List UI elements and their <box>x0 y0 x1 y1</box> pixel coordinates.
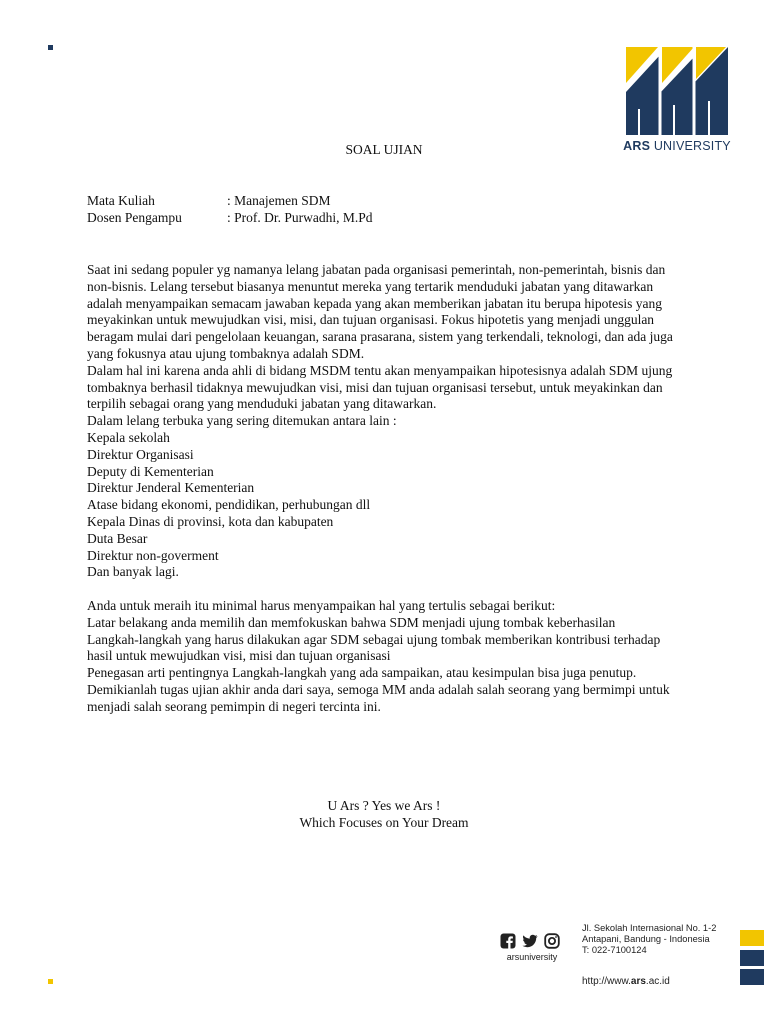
mata-kuliah-label: Mata Kuliah <box>87 193 155 208</box>
social-handle: arsuniversity <box>506 952 558 962</box>
phone-number: T: 022-7100124 <box>582 945 647 955</box>
requirement-item: Latar belakang anda memilih dan memfokuskan bahwa SDM menjadi ujung tombak keberhasilan <box>87 614 616 630</box>
closing-motto <box>0 797 768 831</box>
motto-line-1: U Ars ? Yes we Ars ! <box>327 798 441 813</box>
closing-paragraph: Demikianlah tugas ujian akhir anda dari saya, semoga MM anda adalah salah seorang yang bermimpi untuk menjadi salah seorang pemimpin di negeri tercinta ini. <box>87 681 670 714</box>
corner-square-bottom <box>48 979 53 984</box>
instagram-icon[interactable] <box>544 933 560 949</box>
list-item: Duta Besar <box>87 530 148 546</box>
address-block <box>582 923 716 956</box>
list-intro: Dalam lelang terbuka yang sering ditemukan antara lain : <box>87 413 397 429</box>
requirement-item: Langkah-langkah yang harus dilakukan agar SDM sebagai ujung tombak memberikan kontribusi terhadap hasil untuk mewujudkan visi, misi dan tujuan organisasi <box>87 631 661 664</box>
requirements-intro: Anda untuk meraih itu minimal harus menyampaikan hal yang tertulis sebagai berikut: <box>87 597 556 613</box>
page-title: SOAL UJIAN <box>345 142 423 157</box>
requirement-item: Penegasan arti pentingnya Langkah-langkah yang ada sampaikan, atau kesimpulan bisa juga penutup. <box>87 665 637 681</box>
footer-stripe-navy <box>740 969 764 985</box>
list-item: Direktur Organisasi <box>87 446 194 462</box>
corner-square-top <box>48 45 53 50</box>
address-line-1: Jl. Sekolah Internasional No. 1-2 <box>582 923 717 933</box>
list-item: Direktur non-goverment <box>87 547 219 563</box>
exam-body <box>87 262 687 716</box>
intro-paragraph: Saat ini sedang populer yg namanya lelang jabatan pada organisasi pemerintah, non-pemerintah, bisnis dan non-bisnis. Lelang tersebut biasanya menuntut mereka yang tertarik menduduki jabatan yang ditawarkan adalah menyampaikan semacam jawaban kepada yang akan memberikan jabatan itu berupa hipotesis yang meyakinkan untuk mewujudkan visi, misi, dan tujuan organisasi. Fokus hipotetis yang menjadi unggulan beragam mulai dari pengelolaan keuangan, sarana prasarana, sistem yang terkendali, teknologi, dan ada juga yang fokusnya atau ujung tombaknya adalah SDM. <box>87 262 673 361</box>
meta-mata-kuliah <box>87 193 331 209</box>
list-item: Deputy di Kementerian <box>87 463 214 479</box>
mata-kuliah-value: : Manajemen SDM <box>227 193 331 208</box>
meta-dosen-pengampu <box>87 210 373 226</box>
website-link[interactable]: http://www.ars.ac.id <box>582 976 670 987</box>
list-item: Direktur Jenderal Kementerian <box>87 480 255 496</box>
second-paragraph: Dalam hal ini karena anda ahli di bidang MSDM tentu akan menyampaikan hipotesisnya adalah SDM ujung tombaknya berhasil tidaknya mewujudkan visi, misi dan tujuan organisasi tersebut, untuk meyakinkan dan terpilih sebagai orang yang menduduki jabatan yang ditawarkan. <box>87 362 673 412</box>
list-item: Kepala sekolah <box>87 429 170 445</box>
ars-university-logo <box>626 47 728 153</box>
list-item: Atase bidang ekonomi, pendidikan, perhubungan dll <box>87 497 371 513</box>
footer-stripe-navy <box>740 950 764 966</box>
footer-stripe-yellow <box>740 930 764 946</box>
dosen-value: : Prof. Dr. Purwadhi, M.Pd <box>227 210 373 225</box>
list-item: Kepala Dinas di provinsi, kota dan kabupaten <box>87 513 334 529</box>
social-icons <box>500 933 560 949</box>
list-item: Dan banyak lagi. <box>87 564 179 580</box>
motto-line-2: Which Focuses on Your Dream <box>299 815 469 830</box>
dosen-label: Dosen Pengampu <box>87 210 182 225</box>
facebook-icon[interactable] <box>500 933 516 949</box>
logo-wordmark: ARS UNIVERSITY <box>623 139 731 153</box>
address-line-2: Antapani, Bandung - Indonesia <box>582 934 710 944</box>
twitter-icon[interactable] <box>522 933 538 949</box>
